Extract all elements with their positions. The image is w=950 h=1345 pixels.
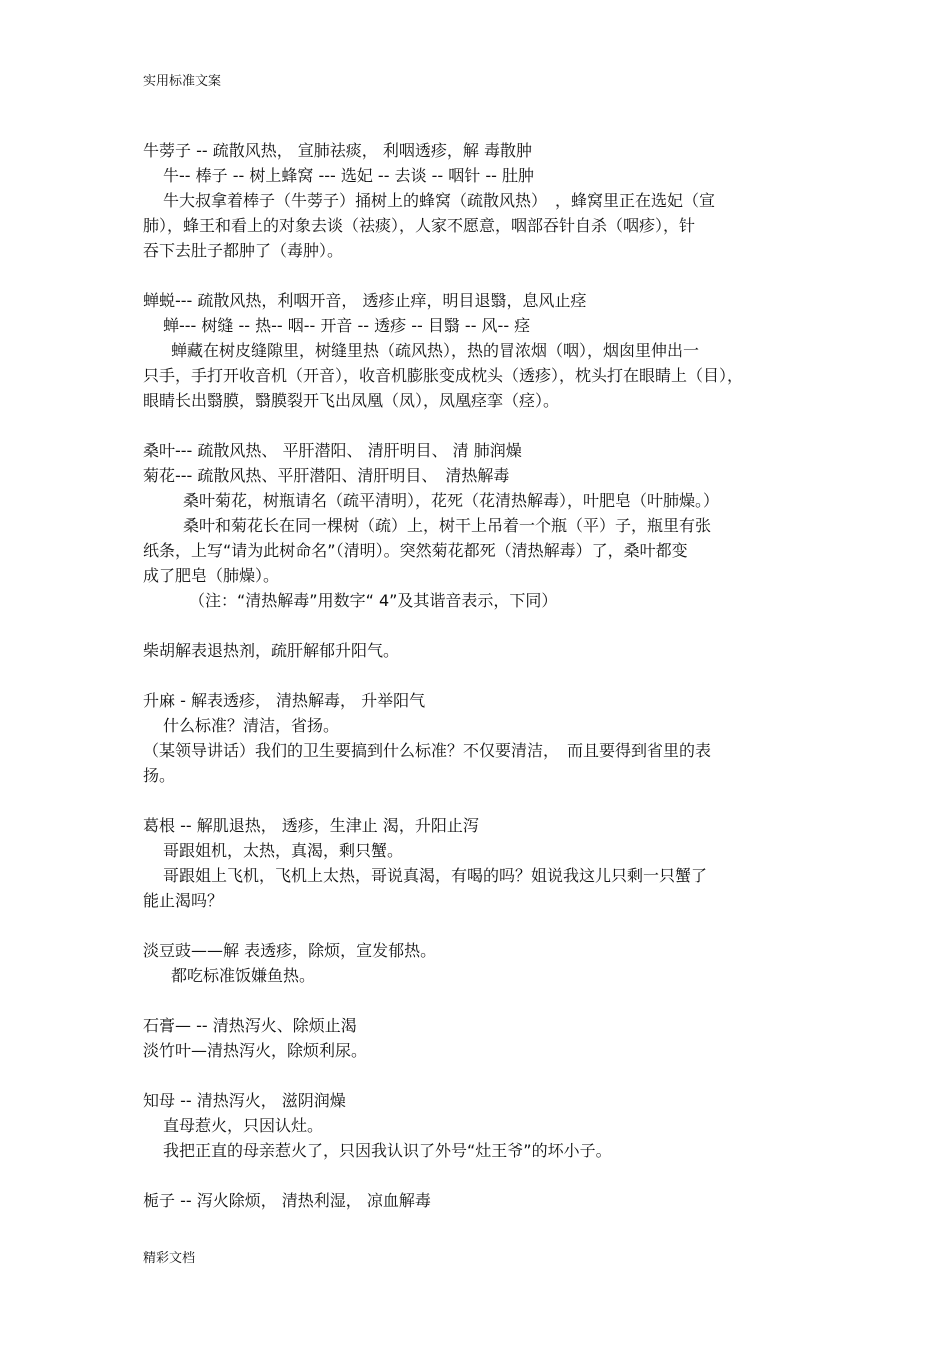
text-line: 柴胡解表退热剂，疏肝解郁升阳气。 [143,641,400,660]
text-line: 哥跟姐机，太热，真渴，剩只蟹。 [163,841,404,860]
text-line: 只手，手打开收音机（开音），收音机膨胀变成枕头（透疹），枕头打在眼睛上（目）， [143,366,744,385]
text-line: （某领导讲话）我们的卫生要搞到什么标准？不仅要清洁， 而且要得到省里的表 [143,741,712,760]
text-line: 纸条，上写“请为此树命名”（清明）。突然菊花都死（清热解毒）了，桑叶都变 [143,541,688,560]
blank-line [143,1163,813,1188]
blank-line [143,1063,813,1088]
page-header: 实用标准文案 [143,74,222,89]
text-line: 蝉藏在树皮缝隙里，树缝里热（疏风热），热的冒浓烟（咽），烟囱里伸出一 [171,341,700,360]
blank-line [143,988,813,1013]
document-body [143,138,813,1213]
text-line: 能止渴吗？ [143,891,224,910]
blank-line [143,613,813,638]
text-line: 牛-- 棒子 -- 树上蜂窝 --- 选妃 -- 去谈 -- 咽针 -- 肚肿 [163,166,535,185]
text-line: 桑叶--- 疏散风热、 平肝潜阳、 清肝明目、 清 肺润燥 [143,441,522,460]
text-line: 菊花--- 疏散风热、平肝潜阳、清肝明目、 清热解毒 [143,466,510,485]
text-line: 淡竹叶—清热泻火，除烦利尿。 [143,1041,368,1060]
text-line: 栀子 -- 泻火除烦， 清热利湿， 凉血解毒 [143,1191,431,1210]
blank-line [143,913,813,938]
text-line: 升麻 - 解表透疹， 清热解毒， 升举阳气 [143,691,426,710]
text-line: 眼睛长出翳膜，翳膜裂开飞出凤凰（凤），凤凰痉挛（痉）。 [143,391,560,410]
text-line: 都吃标准饭嫌鱼热。 [171,966,316,985]
text-line: 什么标准？清洁，省扬。 [163,716,340,735]
text-line: 直母惹火，只因认灶。 [163,1116,324,1135]
text-line: 我把正直的母亲惹火了，只因我认识了外号“灶王爷”的坏小子。 [163,1141,612,1160]
text-line: 扬。 [143,766,176,785]
text-line: 知母 -- 清热泻火， 滋阴润燥 [143,1091,346,1110]
text-line: 桑叶菊花，树瓶请名（疏平清明），花死（花清热解毒），叶肥皂（叶肺燥。） [183,491,720,510]
blank-line [143,788,813,813]
text-line: 淡豆豉——解 表透疹，除烦，宣发郁热。 [143,941,437,960]
text-line: 牛大叔拿着棒子（牛蒡子）捅树上的蜂窝（疏散风热） ，蜂窝里正在选妃（宣 [163,191,716,210]
text-line: 桑叶和菊花长在同一棵树（疏）上，树干上吊着一个瓶（平）子，瓶里有张 [183,516,712,535]
blank-line [143,663,813,688]
text-line: 肺），蜂王和看上的对象去谈（祛痰），人家不愿意，咽部吞针自杀（咽疹），针 [143,216,696,235]
text-line: 蝉蜕--- 疏散风热，利咽开音， 透疹止痒，明目退翳，息风止痉 [143,291,587,310]
text-line: 成了肥皂（肺燥）。 [143,566,280,585]
text-line: 哥跟姐上飞机，飞机上太热，哥说真渴，有喝的吗？姐说我这儿只剩一只蟹了 [163,866,708,885]
text-line: 葛根 -- 解肌退热， 透疹，生津止 渴，升阳止泻 [143,816,479,835]
text-line: 石膏— -- 清热泻火、除烦止渴 [143,1016,357,1035]
blank-line [143,413,813,438]
text-line: 蝉--- 树缝 -- 热-- 咽-- 开音 -- 透疹 -- 目翳 -- 风-- 痉 [163,316,531,335]
page-footer: 精彩文档 [143,1251,196,1266]
text-line: 牛蒡子 -- 疏散风热， 宣肺祛痰， 利咽透疹，解 毒散肿 [143,141,532,160]
text-line: （注：“清热解毒”用数字“ 4”及其谐音表示，下同） [189,591,558,610]
text-line: 吞下去肚子都肿了（毒肿）。 [143,241,344,260]
blank-line [143,263,813,288]
